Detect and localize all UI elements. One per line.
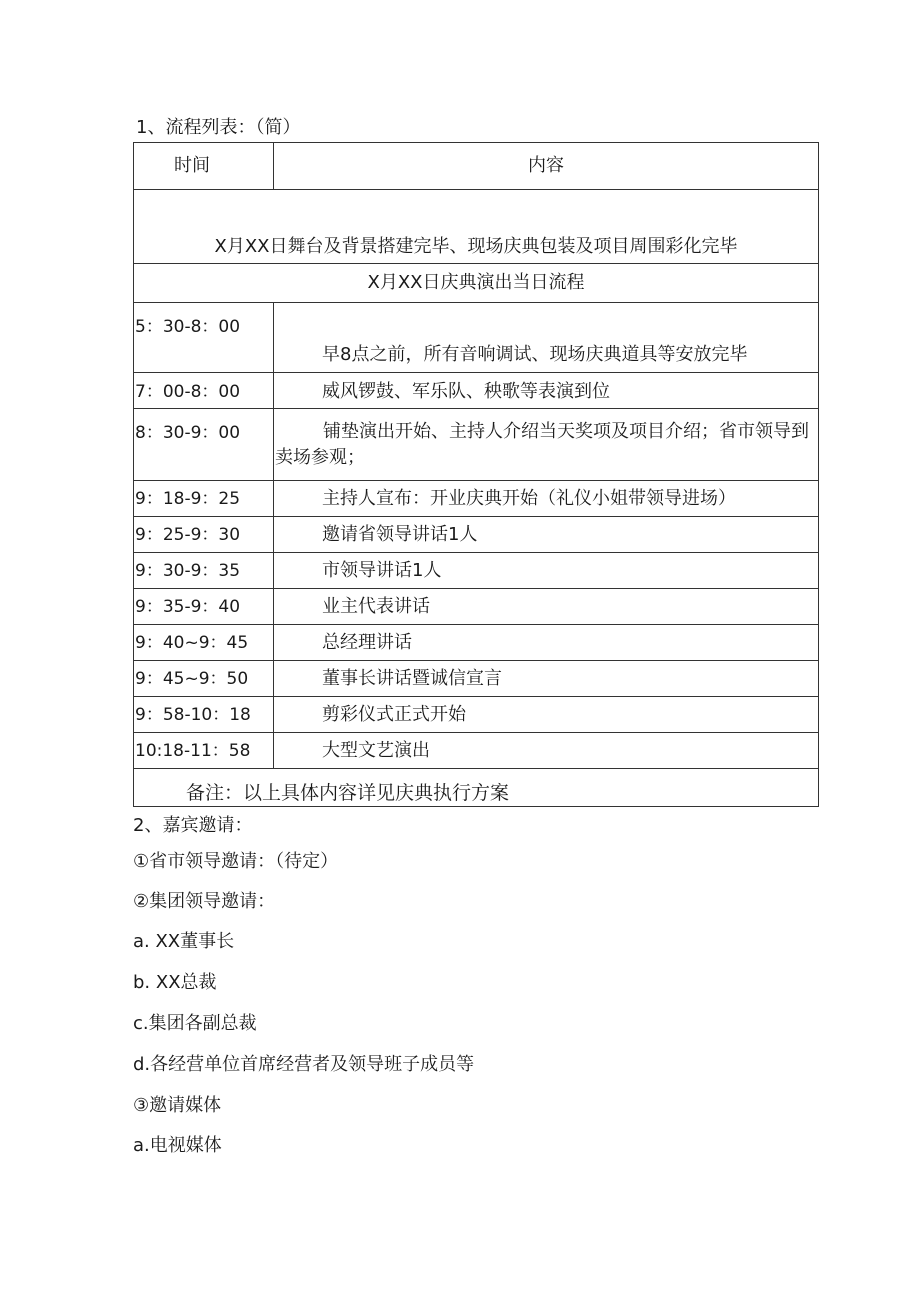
day-title: X月XX日庆典演出当日流程 [134,264,819,303]
table-row [134,517,819,553]
header-time: 时间 [134,143,274,190]
row-time: 9：40~9：45 [135,633,249,653]
table-row [134,625,819,661]
table-row [134,589,819,625]
invite-line: a.电视媒体 [133,1135,222,1156]
invite-line: d.各经营单位首席经营者及领导班子成员等 [133,1054,475,1075]
table-row [134,409,819,481]
table-row [134,661,819,697]
row-time: 9：18-9：25 [135,489,241,509]
row-content: 董事长讲话暨诚信宣言 [322,668,502,689]
table-row [134,373,819,409]
row-content: 总经理讲话 [322,632,412,653]
invite-line: ①省市领导邀请：（待定） [133,851,339,872]
row-time: 5：30-8：00 [135,317,241,337]
row-time: 7：00-8：00 [135,382,241,402]
row-content: 铺垫演出开始、主持人介绍当天奖项及项目介绍；省市领导到卖场参观； [275,421,809,468]
row-time: 9：30-9：35 [135,561,241,581]
table-row [134,553,819,589]
row-time: 9：45~9：50 [135,669,249,689]
row-content: 早8点之前，所有音响调试、现场庆典道具等安放完毕 [322,344,748,365]
note-row [134,769,819,807]
row-content: 剪彩仪式正式开始 [322,704,466,725]
row-time: 8：30-9：00 [135,423,241,443]
section-1-heading: 1、流程列表：（简） [136,117,301,138]
row-time: 9：25-9：30 [135,525,241,545]
table-row [134,481,819,517]
table-header-row [134,143,819,190]
process-table [133,142,819,807]
row-content: 邀请省领导讲话1人 [322,524,478,545]
invite-line: ②集团领导邀请： [133,891,276,912]
row-content: 威风锣鼓、军乐队、秧歌等表演到位 [322,381,610,402]
row-content: 大型文艺演出 [322,740,430,761]
day-title-row [134,264,819,303]
row-time: 9：35-9：40 [135,597,241,617]
section-2-heading: 2、嘉宾邀请： [133,815,253,836]
prep-row [134,190,819,264]
invite-line: c.集团各副总裁 [133,1013,257,1034]
table-row [134,697,819,733]
table-note: 备注：以上具体内容详见庆典执行方案 [186,782,510,804]
row-content: 业主代表讲话 [322,596,430,617]
row-content: 市领导讲话1人 [322,560,442,581]
header-content: 内容 [274,143,819,190]
invite-line: b. XX总裁 [133,972,217,993]
row-time: 10:18-11：58 [135,741,251,761]
table-row [134,303,819,373]
invite-line: a. XX董事长 [133,931,235,952]
invite-line: ③邀请媒体 [133,1095,222,1116]
table-row [134,733,819,769]
row-content: 主持人宣布：开业庆典开始（礼仪小姐带领导进场） [322,488,736,509]
row-time: 9：58-10：18 [135,705,251,725]
prep-row-text: X月XX日舞台及背景搭建完毕、现场庆典包装及项目周围彩化完毕 [214,236,738,257]
